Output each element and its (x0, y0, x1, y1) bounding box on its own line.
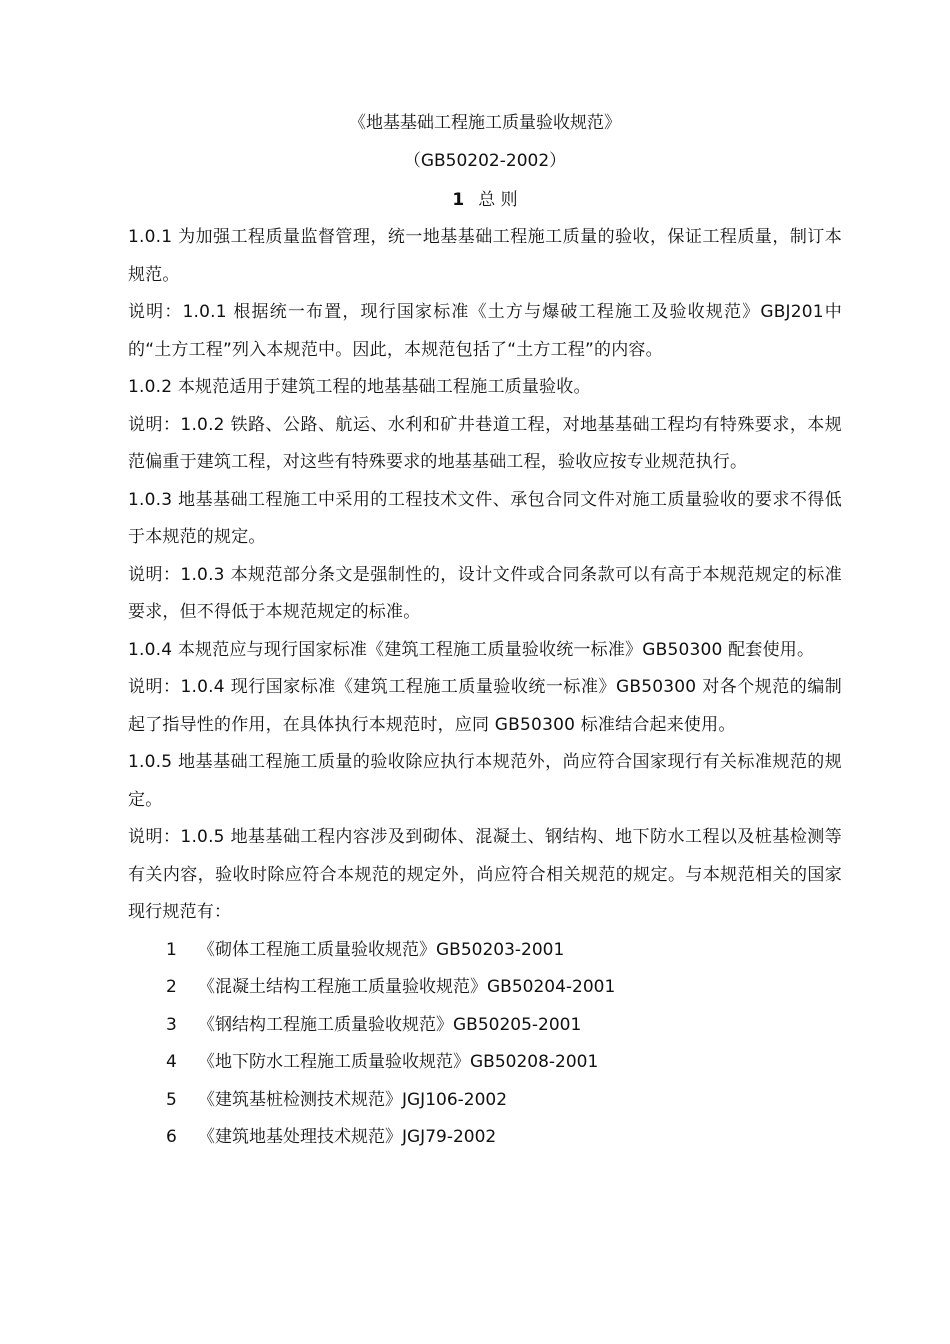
list-item-index: 6 (166, 1127, 177, 1147)
clause-1-0-2: 1.0.2 本规范适用于建筑工程的地基基础工程施工质量验收。 (128, 377, 591, 397)
list-item-text: 《混凝土结构工程施工质量验收规范》GB50204-2001 (198, 977, 616, 997)
list-item (128, 932, 842, 970)
list-item-index: 3 (166, 1014, 177, 1035)
list-item-index: 2 (166, 977, 177, 997)
document-code: （GB50202-2002） (403, 151, 567, 171)
list-item (128, 969, 842, 1007)
document-title: 《地基基础工程施工质量验收规范》 (349, 113, 621, 133)
list-item-text: 《建筑基桩检测技术规范》JGJ106-2002 (198, 1089, 508, 1110)
explanation-1-0-1: 说明：1.0.1 根据统一布置，现行国家标准《土方与爆破工程施工及验收规范》GBJ201中的“土方工程”列入本规范中。因此，本规范包括了“土方工程”的内容。 (128, 302, 842, 360)
list-item-text: 《建筑地基处理技术规范》JGJ79-2002 (198, 1127, 497, 1147)
list-item-text: 《地下防水工程施工质量验收规范》GB50208-2001 (198, 1052, 599, 1072)
list-item-text: 《砌体工程施工质量验收规范》GB50203-2001 (198, 939, 565, 960)
chapter-name: 总 则 (478, 190, 518, 210)
explanation-1-0-3: 说明：1.0.3 本规范部分条文是强制性的，设计文件或合同条款可以有高于本规范规定的标准要求，但不得低于本规范规定的标准。 (128, 564, 842, 622)
chapter-number: 1 (452, 190, 465, 210)
clause-1-0-5: 1.0.5 地基基础工程施工质量的验收除应执行本规范外，尚应符合国家现行有关标准规范的规定。 (128, 752, 842, 810)
clause-1-0-3: 1.0.3 地基基础工程施工中采用的工程技术文件、承包合同文件对施工质量验收的要求不得低于本规范的规定。 (128, 489, 842, 547)
list-item (128, 1007, 842, 1045)
list-item (128, 1082, 842, 1120)
list-item-text: 《钢结构工程施工质量验收规范》GB50205-2001 (198, 1014, 582, 1035)
clause-1-0-4: 1.0.4 本规范应与现行国家标准《建筑工程施工质量验收统一标准》GB50300 配套使用。 (128, 639, 815, 660)
document-page (128, 105, 842, 1157)
list-item (128, 1119, 842, 1157)
explanation-1-0-5: 说明：1.0.5 地基基础工程内容涉及到砌体、混凝土、钢结构、地下防水工程以及桩基检测等有关内容，验收时除应符合本规范的规定外，尚应符合相关规范的规定。与本规范相关的国家现行规范有： (128, 827, 842, 922)
list-item-index: 5 (166, 1089, 177, 1110)
clause-1-0-1: 1.0.1 为加强工程质量监督管理，统一地基基础工程施工质量的验收，保证工程质量，制订本规范。 (128, 227, 842, 285)
list-item (128, 1044, 842, 1082)
list-item-index: 4 (166, 1052, 177, 1072)
chapter-heading (128, 181, 842, 219)
list-item-index: 1 (166, 939, 177, 960)
explanation-1-0-2: 说明：1.0.2 铁路、公路、航运、水利和矿井巷道工程，对地基基础工程均有特殊要求，本规范偏重于建筑工程，对这些有特殊要求的地基基础工程，验收应按专业规范执行。 (128, 414, 842, 472)
related-standards-list (128, 932, 842, 1157)
explanation-1-0-4: 说明：1.0.4 现行国家标准《建筑工程施工质量验收统一标准》GB50300 对各个规范的编制起了指导性的作用，在具体执行本规范时，应同 GB50300 标准结合起来使用。 (128, 677, 842, 735)
